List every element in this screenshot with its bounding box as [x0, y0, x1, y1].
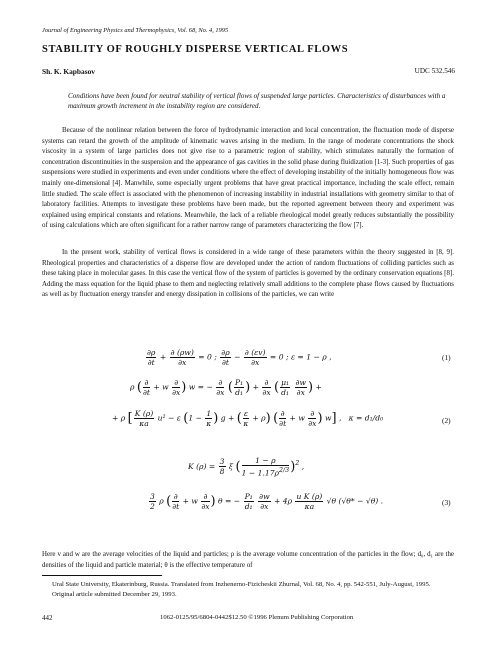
equation-1-tail: ε = 1 − ρ ,: [290, 352, 332, 362]
equation-3: $\frac{3}{2}$ ρ ( $\frac{\partial}{\partial t}$ + w $\frac{\partial}{\partial x}$ ) θ = − $\frac{\text{P₁}}{\text{d₁}}$ $\frac{\partial w}{\partial x}$ + 4ρ $\frac{\text{u K (ρ)}}{\kappa a}$ √θ (√θ* − √θ) .: [150, 492, 384, 511]
article-title: STABILITY OF ROUGHLY DISPERSE VERTICAL FLOWS: [42, 44, 349, 55]
equation-1: $\frac{\partial\rho}{\partial t}$ + $\frac{\partial (\rho w)}{\partial x}$ = 0 ; $\frac{\partial\rho}{\partial t}$ − $\frac{\partial (\varepsilon v)}{\partial x}$ = 0 ; ε = 1 − ρ ,: [147, 348, 332, 367]
equation-2-line-1: ρ ( $\frac{\partial}{\partial t}$ + w $\frac{\partial}{\partial x}$ ) w = − $\frac{\partial}{\partial x}$ ( $\frac{\text{P₁}}{\text{d₁}}$ ) + $\frac{\partial}{\partial x}$ ( $\frac{\text{μ₁}}{\text{d₁}}$ $\frac{\partial w}{\partial x}$ ) +: [130, 378, 322, 397]
equation-1-number: (1): [442, 353, 451, 362]
abstract: Conditions have been found for neutral stability of vertical flows of suspended large particles. Characteristics of disturbances with a maximum growth increment in the instability region are considered.: [68, 92, 446, 111]
paragraph-1-text: Because of the nonlinear relation between the force of hydrodynamic interaction and local concentration, the fluctuation mode of disperse systems can retard the growth of the amplitude of kinematic waves arising in the medium. In the range of moderate concentrations the shock viscosity in a system of large particles does not give rise to a parametric region of stability, which stimulates naturally the formation of concentration discontinuities in the suspension and the appearance of gas cavities in the solid phase during fluidization [1-3]. Such properties of gas suspensions were studied in experiments and even under conditions where the effect of developing instability of the initially homogeneous flow was mainly one-dimensional [4]. Manwhile, some especially urgent problems that have great practical importance, including the scale effect, remain little studied. The scale effect is associated with the phenomenon of increasing instability in industrial installations with geometry similar to that of laboratory facilities. Attempts to investigate these problems have been made, but the reported agreement between theory and experiment was explained using empirical constants and relations. Meanwhile, the lack of a reliable rheological model greatly reduces substantially the possibility of using calculations which are often significant for a rather narrow range of parameters characterizing the flow [7].: [42, 126, 454, 230]
equation-2-tail: κ = d₁/d₀: [348, 413, 384, 423]
paragraph-2: [42, 247, 454, 300]
copyright-line: 1062-0125/95/6804-0442$12.50 ©1996 Plenum Publishing Corporation: [160, 614, 354, 621]
paragraph-1: [42, 125, 454, 231]
equation-2-line-2: + ρ [ $\frac{K (\rho)}{\kappa a}$ u² − ε (1 − $\frac{1}{\kappa}$ ) g + ( $\frac{\varepsilon}{\kappa}$ + ρ) ( $\frac{\partial}{\partial t}$ + w $\frac{\partial}{\partial x}$ ) w] , κ = d₁/d₀: [112, 409, 384, 428]
footnote-divider: [42, 575, 162, 576]
equation-2-number: (2): [442, 416, 451, 425]
equation-k-rho: K (ρ) = $\frac{3}{8}$ ξ ( $\frac{1 - \rho}{1 - 1.17\rho^{2/3}}$ )$^2$ ,: [188, 456, 305, 478]
equation-3-number: (3): [442, 498, 451, 507]
footnote: Ural State University, Ekaterinburg, Russia. Translated from Inzhenerno-Fizicheskii Zhurnal, Vol. 68, No. 4, pp. 542-551, July-August, 1995. Original article submitted December 29, 1993.: [52, 581, 431, 599]
paragraph-2-text: In the present work, stability of vertical flows is considered in a wide range of these parameters within the theory suggested in [8, 9]. Rheological properties and characteristics of a disperse flow are developed under the action of random fluctuations of colliding particles such as these taking place in molecular gases. In this case the vertical flow of the system of particles is governed by the ordinary conservation equations [8]. Adding the mass equation for the liquid phase to them and neglecting relatively small additions to the complete phase flows caused by fluctuations as well as by fluctuation energy transfer and energy dissipation in collisions of the particles, we can write: [42, 248, 454, 299]
journal-header: Journal of Engineering Physics and Thermophysics, Vol. 68, No. 4, 1995: [42, 27, 229, 34]
page-number: 442: [42, 614, 53, 622]
author-name: Sh. K. Kapbasov: [42, 67, 95, 76]
paragraph-3: Here v and w are the average velocities of the liquid and particles; ρ is the average volume concentration of the particles in the flow; d₀, d₁ are the densities of the liquid and particle material; θ is the effective temperature of: [42, 550, 454, 569]
udc-code: UDC 532.546: [414, 67, 455, 75]
